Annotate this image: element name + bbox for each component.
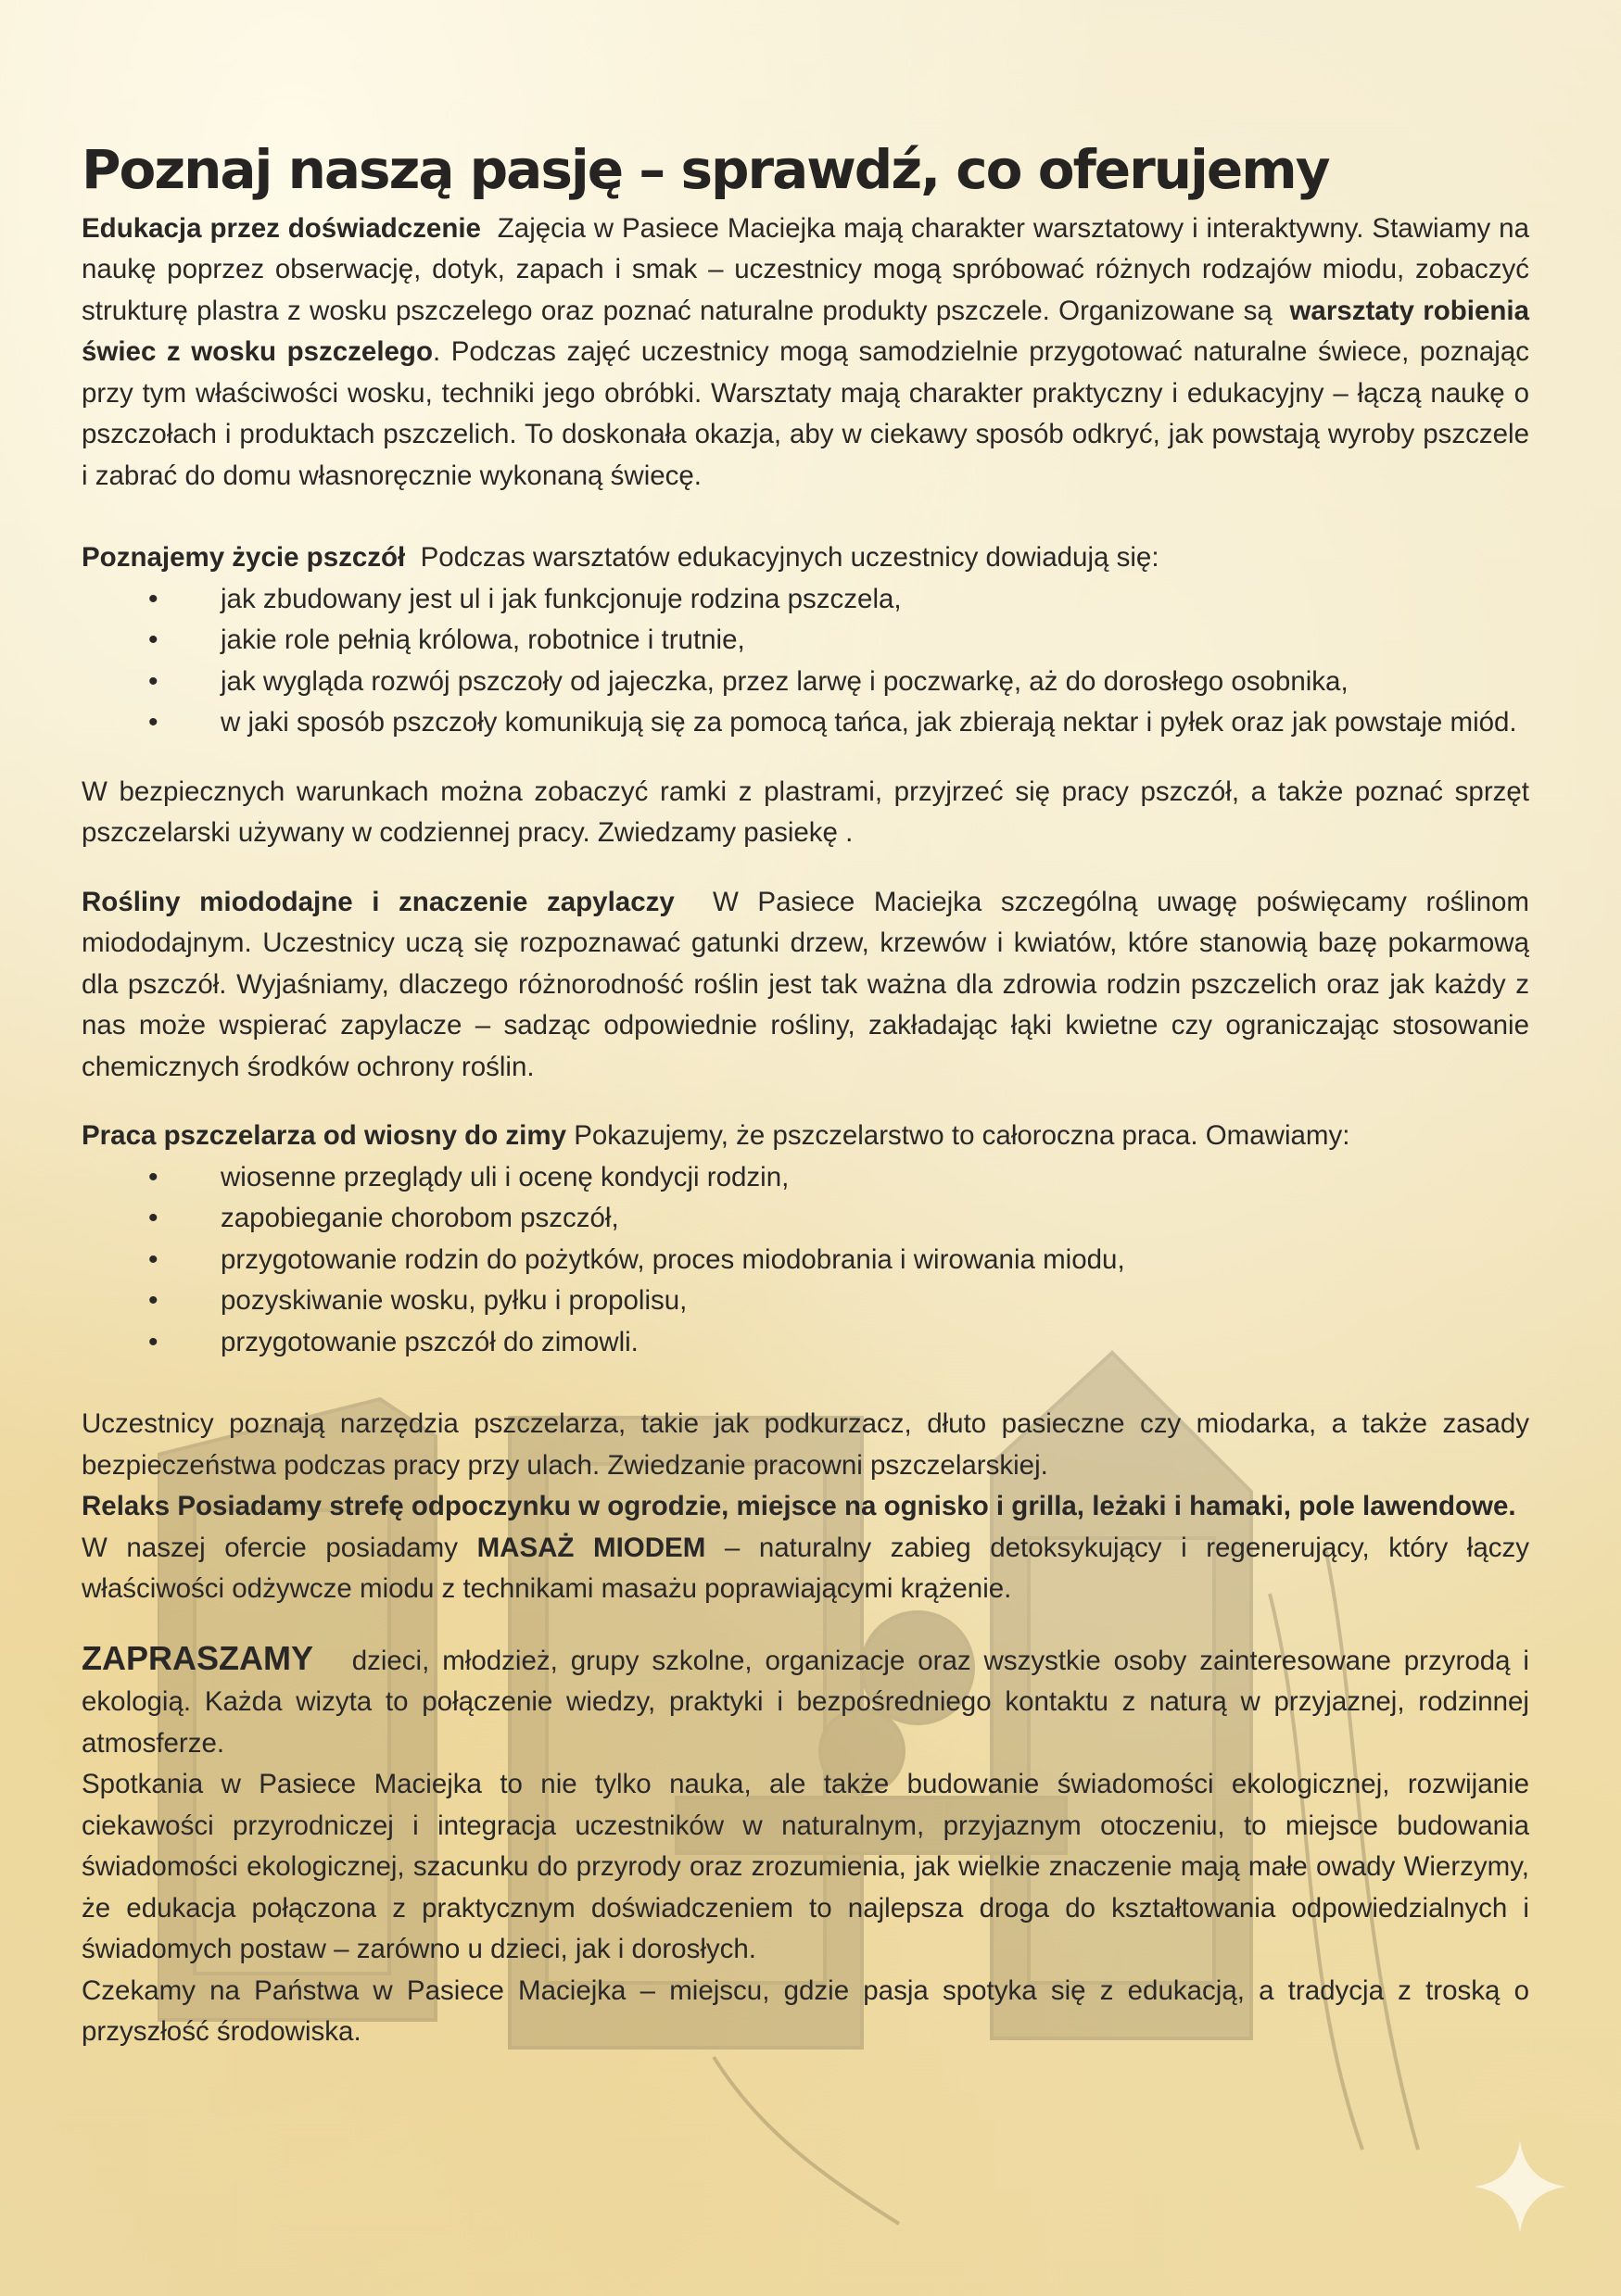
list-item: [82, 1322, 1529, 1364]
document-body: [82, 139, 1529, 2053]
sparkle-icon: [1474, 2140, 1566, 2233]
invite-text-3: Czekamy na Państwa w Pasiece Maciejka – miejscu, gdzie pasja spotyka się z edukacją, a tradycja z troską o przyszłość środowiska.: [82, 1974, 1529, 2048]
list-item-text: przygotowanie pszczół do zimowli.: [221, 1326, 639, 1357]
bullet-icon: •: [148, 583, 158, 614]
bullet-icon: •: [148, 707, 158, 738]
plants-text: W Pasiece Maciejka szczególną uwagę poświęcamy roślinom miododajnym. Uczestnicy uczą się rozpoznawać gatunki drzew, krzewów i kwiatów, które stanowią bazę pokarmową dla pszczół. Wyjaśniamy, dlaczego różnorodność roślin jest tak ważna dla zdrowia rodzin pszczelich oraz jak każdy z nas może wspierać zapylacze – sadząc odpowiednie rośliny, zakładając łąki kwietne czy ograniczając stosowanie chemicznych środków ochrony roślin.: [82, 886, 1529, 1082]
list-item-text: jak wygląda rozwój pszczoły od jajeczka, przez larwę i poczwarkę, aż do dorosłego osobnika,: [221, 665, 1349, 697]
bees-heading: Poznajemy życie pszczół: [82, 542, 406, 574]
candle-workshop-highlight: warsztaty robienia świec z wosku pszczelego: [82, 295, 1530, 368]
list-item-text: przygotowanie rodzin do pożytków, proces miodobrania i wirowania miodu,: [221, 1243, 1125, 1275]
bullet-icon: •: [148, 1203, 158, 1234]
education-text-1: Zajęcia w Pasiece Maciejka mają charakter warsztatowy i interaktywny. Stawiamy na naukę poprzez obserwację, dotyk, zapach i smak – uczestnicy mogą spróbować różnych rodzajów miodu, zobaczyć strukturę plastra z wosku pszczelego oraz poznać naturalne produkty pszczele. Organizowane są: [82, 212, 1529, 326]
bullet-icon: •: [148, 624, 158, 656]
list-item-text: jak zbudowany jest ul i jak funkcjonuje rodzina pszczela,: [221, 583, 902, 614]
list-item: [82, 702, 1529, 744]
work-list: [82, 1157, 1529, 1364]
invite-text-1: dzieci, młodzież, grupy szkolne, organizacje oraz wszystkie osoby zainteresowane przyrodą i ekologią. Każda wizyta to połączenie wiedzy, praktyki i bezpośredniego kontaktu z naturą w przyjaznej, rodzinnej atmosferze.: [82, 1645, 1529, 1759]
list-item: [82, 1157, 1529, 1199]
massage-pre: W naszej ofercie posiadamy: [82, 1532, 459, 1563]
work-intro: [82, 1116, 1529, 1157]
bullet-icon: •: [148, 665, 158, 697]
education-paragraph: [82, 208, 1529, 498]
list-item: [82, 620, 1529, 662]
list-item: [82, 1198, 1529, 1240]
list-item: [82, 1240, 1529, 1281]
bees-intro: [82, 537, 1529, 579]
work-after-paragraph: Uczestnicy poznają narzędzia pszczelarza, takie jak podkurzacz, dłuto pasieczne czy miodarka, a także zasady bezpieczeństwa podczas pracy przy ulach. Zwiedzanie pracowni pszczelarskiej.: [82, 1408, 1529, 1481]
bullet-icon: •: [148, 1243, 158, 1275]
bullet-icon: •: [148, 1161, 158, 1192]
massage-paragraph: [82, 1528, 1529, 1610]
bees-intro-text: Podczas warsztatów edukacyjnych uczestnicy dowiadują się:: [420, 542, 1159, 574]
work-intro-text: Pokazujemy, że pszczelarstwo to całoroczna praca. Omawiamy:: [574, 1120, 1350, 1152]
bees-after-paragraph: W bezpiecznych warunkach można zobaczyć ramki z plastrami, przyjrzeć się pracy pszczół, a także poznać sprzęt pszczelarski używany w codziennej pracy. Zwiedzamy pasiekę .: [82, 776, 1529, 849]
invite-heading: ZAPRASZAMY: [82, 1638, 313, 1677]
massage-post: – naturalny zabieg detoksykujący i regenerujący, który łączy właściwości odżywcze miodu z technikami masażu poprawiającymi krążenie.: [82, 1532, 1530, 1605]
invite-text-2: Spotkania w Pasiece Maciejka to nie tylko nauka, ale także budowanie świadomości ekologicznej, rozwijanie ciekawości przyrodniczej i integracja uczestników w naturalnym, przyjaznym otoczeniu, to miejsce budowania świadomości ekologicznej, szacunku do przyrody oraz zrozumienia, jak wielkie znaczenie mają małe owady Wierzymy, że edukacja połączona z praktycznym doświadczeniem to najlepsza droga do kształtowania odpowiedzialnych i świadomych postaw – zarówno u dzieci, jak i dorosłych.: [82, 1769, 1529, 1965]
education-heading: Edukacja przez doświadczenie: [82, 212, 481, 244]
list-item-text: wiosenne przeglądy uli i ocenę kondycji rodzin,: [221, 1161, 790, 1192]
education-text-2: . Podczas zajęć uczestnicy mogą samodzielnie przygotować naturalne świece, poznając przy tym właściwości wosku, techniki jego obróbki. Warsztaty mają charakter praktyczny i edukacyjny – łączą naukę o pszczołach i produktach pszczelich. To doskonała okazja, aby w ciekawy sposób odkryć, jak powstają wyroby pszczele i zabrać do domu własnoręcznie wykonaną świecę.: [82, 336, 1529, 491]
page-title: Poznaj naszą pasję – sprawdź, co oferujemy: [82, 138, 1329, 201]
relax-paragraph: Relaks Posiadamy strefę odpoczynku w ogrodzie, miejsce na ognisko i grilla, leżaki i hamaki, pole lawendowe.: [82, 1491, 1516, 1522]
plants-heading: Rośliny miododajne i znaczenie zapylaczy: [82, 886, 675, 917]
bullet-icon: •: [148, 1285, 158, 1317]
bees-list: [82, 579, 1529, 744]
list-item-text: jakie role pełnią królowa, robotnice i trutnie,: [221, 624, 745, 656]
list-item: [82, 1280, 1529, 1322]
list-item-text: w jaki sposób pszczoły komunikują się za pomocą tańca, jak zbierają nektar i pyłek oraz jak powstaje miód.: [221, 707, 1517, 738]
invite-paragraph: [82, 1638, 1529, 1765]
work-heading: Praca pszczelarza od wiosny do zimy: [82, 1120, 566, 1152]
list-item: [82, 662, 1529, 703]
plants-paragraph: [82, 882, 1529, 1089]
massage-highlight: MASAŻ MIODEM: [476, 1532, 706, 1563]
list-item-text: pozyskiwanie wosku, pyłku i propolisu,: [221, 1285, 688, 1317]
bullet-icon: •: [148, 1326, 158, 1357]
list-item: [82, 579, 1529, 621]
list-item-text: zapobieganie chorobom pszczół,: [221, 1203, 619, 1234]
